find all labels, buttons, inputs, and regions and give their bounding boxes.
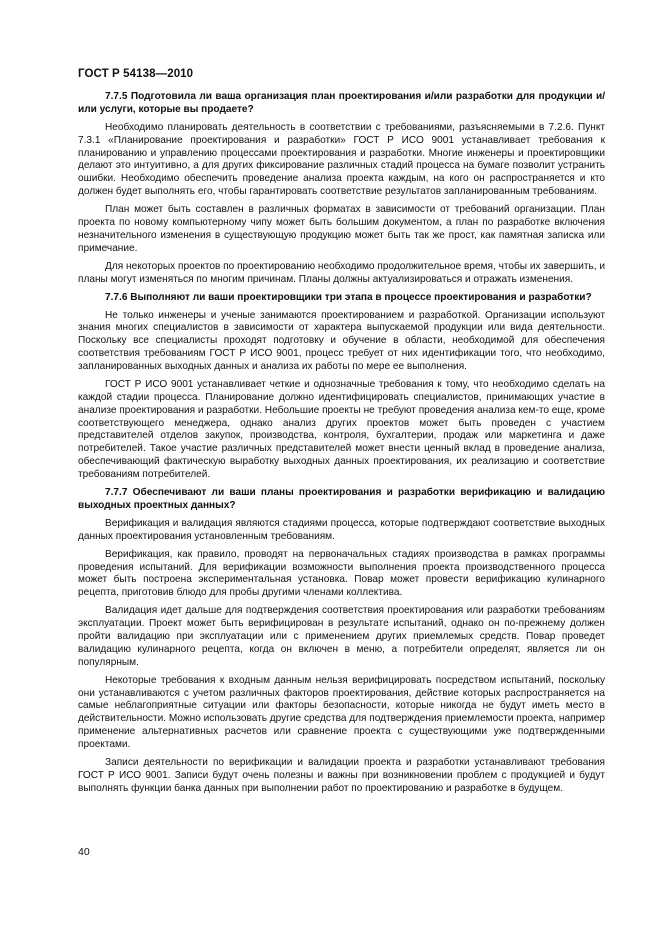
body-paragraph: Записи деятельности по верификации и валидации проекта и разработки устанавливают требования ГОСТ Р ИСО 9001. Записи будут очень полезны и важны при возникновении проблем с продукцией и будут выполнять функции банка данных при выполнении работ по проектированию и разработке в будущем. xyxy=(78,756,605,794)
body-paragraph: Не только инженеры и ученые занимаются проектированием и разработкой. Организации используют знания многих специалистов в зависимости от характера выпускаемой продукции или вида деятельности. Поскольку все специалисты проходят подготовку и обучение в области, необходимой для обеспечения соответствия требованиям ГОСТ Р ИСО 9001, процесс требует от них идентификации того, что необходимо, запланированных выходных данных и анализа их работы по мере ее выполнения. xyxy=(78,309,605,372)
section-heading-7-7-6: 7.7.6 Выполняют ли ваши проектировщики три этапа в процессе проектирования и разработки? xyxy=(105,291,592,303)
body-paragraph: Некоторые требования к входным данным нельзя верифицировать посредством испытаний, поскольку они устанавливаются с учетом различных факторов проектирования, действие которых распространяется на самые неблагоприятные ситуации или факторы безопасности, которые никогда не будут иметь место в действительности. Можно использовать другие средства для подтверждения приемлемости проекта, например применение альтернативных расчетов или сравнение проекта с существующими уже подтвержденными проектами. xyxy=(78,674,605,750)
body-paragraph: Для некоторых проектов по проектированию необходимо продолжительное время, чтобы их завершить, и планы могут изменяться по многим причинам. Планы должны актуализироваться и отражать изменения. xyxy=(78,260,605,285)
section-heading-7-7-5: 7.7.5 Подготовила ли ваша организация план проектирования и/или разработки для продукции и/или услуги, которые вы продаете? xyxy=(78,91,605,115)
standard-code-header: ГОСТ Р 54138—2010 xyxy=(78,68,194,80)
body-paragraph: Верификация и валидация являются стадиями процесса, которые подтверждают соответствие выходных данных проектирования установленным требованиям. xyxy=(78,517,605,542)
document-body xyxy=(78,91,605,801)
body-paragraph: Верификация, как правило, проводят на первоначальных стадиях производства в рамках программы проведения испытаний. Для верификации возможности выполнения проекта производственного процесса может быть построена экспериментальная установка. Повар может провести верификацию кулинарного рецепта, приготовив блюдо для пробы другими членами коллектива. xyxy=(78,548,605,599)
body-paragraph: ГОСТ Р ИСО 9001 устанавливает четкие и однозначные требования к тому, что необходимо сделать на каждой стадии процесса. Планирование должно идентифицировать специалистов, принимающих участие в анализе проектирования и разработки. Небольшие проекты не требуют проведения анализа кем-то еще, кроме соответствующего менеджера, однако анализ других проектов может быть проведен с участием представителей отделов закупок, производства, контроля, бухгалтерии, продаж или маркетинга и даже потребителей. Такое участие различных представителей может внести ценный вклад в проведение анализа, обеспечивающий фактическую выработку выходных данных проектирования, их реализацию и соответствие требованиям потребителей. xyxy=(78,379,605,480)
body-paragraph: План может быть составлен в различных форматах в зависимости от требований организации. План проекта по новому компьютерному чипу может быть большим документом, а план по разработке включения незначительного изменения в существующую продукцию может быть так же прост, как памятная записка или примечание. xyxy=(78,204,605,254)
body-paragraph: Необходимо планировать деятельность в соответствии с требованиями, разъясняемыми в 7.2.6. Пункт 7.3.1 «Планирование проектирования и разработки» ГОСТ Р ИСО 9001 устанавливает требования к планированию и управлению процессами проектирования и разработки. Многие инженеры и проектировщики делают это интуитивно, а для других фиксирование различных стадий процесса на бумаге позволит устранить ошибки. Необходимо обеспечить проведение анализа проекта каждым, на кого он распространяется и кто должен будет выполнять его, чтобы гарантировать соответствие результатов запланированным требованиям. xyxy=(78,121,605,198)
body-paragraph: Валидация идет дальше для подтверждения соответствия проектирования или разработки требованиям эксплуатации. Проект может быть верифицирован в результате испытаний, однако он по-прежнему должен пройти валидацию при эксплуатации или с применением других приемлемых средств. Повар проведет валидацию кулинарного рецепта, когда он включен в меню, а потребители определят, является ли он популярным. xyxy=(78,605,605,668)
section-heading-7-7-7: 7.7.7 Обеспечивают ли ваши планы проектирования и разработки верификацию и валидацию выходных проектных данных? xyxy=(78,486,605,511)
page-number: 40 xyxy=(78,846,90,858)
